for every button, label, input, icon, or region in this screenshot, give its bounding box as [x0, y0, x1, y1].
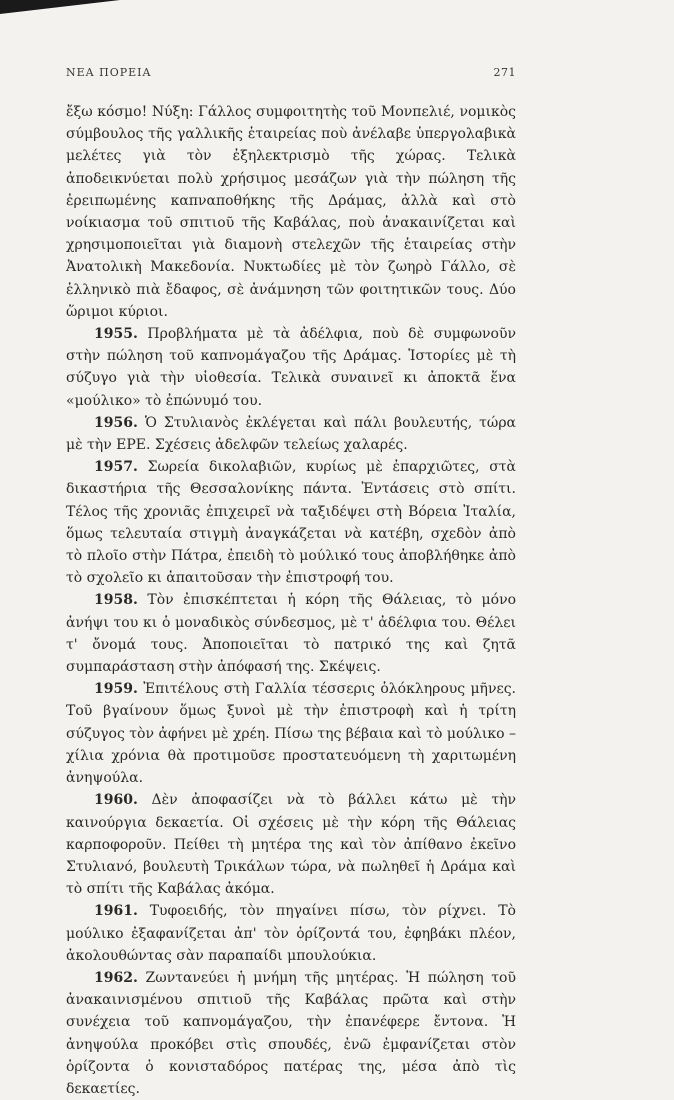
running-title: ΝΕΑ ΠΟΡΕΙΑ — [66, 66, 152, 79]
entry-1955 — [66, 323, 516, 412]
entry-text: Τυφοειδής, τὸν πηγαίνει πίσω, τὸν ρίχνει. Τὸ μούλικο ἐξαφανίζεται ἀπ' τὸν ὁρίζοντά του, ἐφηβάκι πλέον, ἀκολουθώντας σὰν παραπαίδι μπουλούκια. — [66, 903, 516, 964]
entry-year: 1958. — [94, 592, 138, 609]
page-number: 271 — [493, 66, 516, 79]
entry-text: Ἐπιτέλους στὴ Γαλλία τέσσερις ὁλόκληρους μῆνες. Τοῦ βγαίνουν ὅμως ξυνοὶ μὲ τὴν ἐπιστροφὴ καὶ ἡ τρίτη σύζυγος τὸν ἀφήνει μὲ χρέη. Πίσω της βέβαια καὶ τὸ μούλικο – χίλια χρόνια θὰ προτιμοῦσε προστατευόμενη τὴ χαριτωμένη ἀνηψούλα. — [66, 681, 516, 787]
entry-year: 1955. — [94, 326, 138, 343]
entry-text: Δὲν ἀποφασίζει νὰ τὸ βάλλει κάτω μὲ τὴν καινούργια δεκαετία. Οἱ σχέσεις μὲ τὴν κόρη τῆς Θάλειας καρποφοροῦν. Πείθει τὴ μητέρα της καὶ τὸν ἀπίθανο ἐκεῖνο Στυλιανό, βουλευτὴ Τρικάλων τώρα, νὰ πωληθεῖ ἡ Δράμα καὶ τὸ σπίτι τῆς Καβάλας ἀκόμα. — [66, 792, 517, 898]
entry-text: Ζωντανεύει ἡ μνήμη τῆς μητέρας. Ἡ πώληση τοῦ ἀνακαινισμένου σπιτιοῦ τῆς Καβάλας πρῶτα καὶ στὴν συνέχεια τοῦ καπνομάγαζου, τὴν ἐπανέφερε ἔντονα. Ἡ ἀνηψούλα προκόβει στὶς σπουδές, ἐνῶ ἐμφανίζεται στὸν ὁρίζοντα ὁ κονισταδόρος πατέρας της, μέσα ἀπὸ τὶς δεκαετίες. — [66, 969, 516, 1097]
entry-year: 1956. — [94, 414, 138, 431]
entry-year: 1962. — [94, 969, 138, 986]
entry-1958 — [66, 589, 516, 678]
entry-1962 — [66, 967, 516, 1100]
entry-1956 — [66, 412, 516, 456]
page-corner-shadow — [0, 0, 120, 14]
entry-text: Ὁ Στυλιανὸς ἐκλέγεται καὶ πάλι βουλευτής, τώρα μὲ τὴν ΕΡΕ. Σχέσεις ἀδελφῶν τελείως χαλαρές. — [66, 414, 516, 454]
entry-year: 1961. — [94, 903, 138, 920]
entry-text: Σωρεία δικολαβιῶν, κυρίως μὲ ἐπαρχιῶτες, στὰ δικαστήρια τῆς Θεσσαλονίκης πάντα. Ἐντάσεις στὸ σπίτι. Τέλος τῆς χρονιᾶς ἐπιχειρεῖ νὰ ταξιδέψει στὴ Βόρεια Ἰταλία, ὅμως τελευταία στιγμὴ ἀναγκάζεται νὰ κατέβη, σχεδὸν ἀπὸ τὸ πλοῖο στὴν Πάτρα, ἐπειδὴ τὸ μούλικό τους ἀποβλήθηκε ἀπὸ τὸ σχολεῖο κι ἀπαιτοῦσαν τὴν ἐπιστροφή του. — [66, 459, 517, 587]
entry-year: 1957. — [94, 459, 138, 476]
entry-text: Προβλήματα μὲ τὰ ἀδέλφια, ποὺ δὲ συμφωνοῦν στὴν πώληση τοῦ καπνομάγαζου τῆς Δράμας. Ἱστορίες μὲ τὴ σύζυγο γιὰ τὴν υἱοθεσία. Τελικὰ συναινεῖ κι ἀποκτᾶ ἕνα «μούλικο» τὸ ἐπώνυμό του. — [66, 326, 517, 409]
body-text — [66, 101, 516, 1100]
opening-paragraph: ἔξω κόσμο! Νύξη: Γάλλος συμφοιτητὴς τοῦ Μονπελιέ, νομικὸς σύμβουλος τῆς γαλλικῆς ἑταιρείας ποὺ ἀνέλαβε ὑπεργολαβικὰ μελέτες γιὰ τὸν ἐξηλεκτρισμὸ τῆς χώρας. Τελικὰ ἀποδεικνύεται πολὺ χρήσιμος μεσάζων γιὰ τὴν πώληση τῆς ἐρειπωμένης καπναποθήκης τῆς Δράμας, ἀλλὰ καὶ στὸ νοίκιασμα τοῦ σπιτιοῦ τῆς Καβάλας, ποὺ ἀνακαινίζεται καὶ χρησιμοποιεῖται γιὰ διαμονὴ στελεχῶν τῆς ἑταιρείας στὴν Ἀνατολικὴ Μακεδονία. Νυκτωδίες μὲ τὸν ζωηρὸ Γάλλο, σὲ ἑλληνικὸ πιὰ ἔδαφος, σὲ ἀνάμνηση τῶν φοιτητικῶν τους. Δύο ὥριμοι κύριοι. — [66, 104, 516, 320]
entry-1961 — [66, 900, 516, 967]
entry-1960 — [66, 789, 516, 900]
entry-year: 1960. — [94, 792, 138, 809]
running-header — [66, 66, 516, 84]
entry-text: Τὸν ἐπισκέπτεται ἡ κόρη τῆς Θάλειας, τὸ μόνο ἀνήψι του κι ὁ μοναδικὸς σύνδεσμος, μὲ τ' ἀδέλφια του. Θέλει τ' ὄνομά τους. Ἀποποιεῖται τὸ πατρικό της καὶ ζητᾶ συμπαράσταση στὴν ἀπόφασή της. Σκέψεις. — [66, 592, 517, 676]
entry-1957 — [66, 456, 516, 589]
entry-1959 — [66, 678, 516, 789]
entry-year: 1959. — [94, 681, 138, 698]
